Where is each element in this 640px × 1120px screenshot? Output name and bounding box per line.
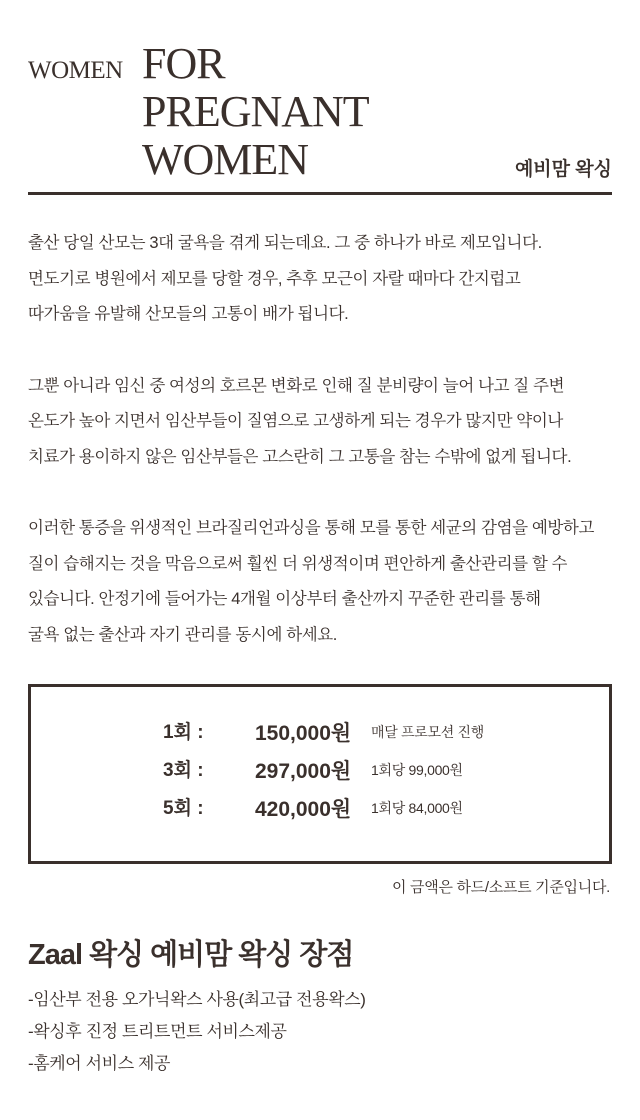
benefits-list: [28, 984, 366, 1080]
intro-text: [28, 226, 628, 689]
text-line: 있습니다. 안정기에 들어가는 4개월 이상부터 출산까지 꾸준한 관리를 통해: [28, 590, 541, 608]
list-item: -홈케어 서비스 제공: [28, 1054, 171, 1073]
text-line: 출산 당일 산모는 3대 굴욕을 겪게 되는데요. 그 중 하나가 바로 제모입니다.: [28, 234, 542, 252]
benefits-heading: Zaal 왁싱 예비맘 왁싱 장점: [28, 939, 354, 971]
header: [28, 40, 612, 196]
text-line: 질이 습해지는 것을 막음으로써 훨씬 더 위생적이며 편안하게 출산관리를 할 수: [28, 554, 568, 573]
header-divider: [28, 192, 612, 195]
session-count: 1회 :: [163, 722, 204, 743]
text-line: 이러한 통증을 위생적인 브라질리언과싱을 통해 모를 통한 세균의 감염을 예방하고: [28, 519, 594, 537]
session-count: 3회 :: [163, 760, 204, 781]
price-row: [31, 755, 609, 789]
price-amount: 297,000원: [255, 760, 352, 783]
price-note: 1회당 99,000원: [371, 762, 463, 778]
title-line: WOMEN: [142, 135, 309, 184]
text-line: 치료가 용이하지 않은 임산부들은 고스란히 그 고통을 참는 수밖에 없게 됩니다.: [28, 447, 572, 466]
price-row: [31, 793, 609, 827]
women-label: WOMEN: [28, 57, 123, 84]
title-line: FOR: [142, 39, 225, 88]
paragraph: [28, 511, 628, 653]
price-table: [28, 684, 612, 864]
price-note: 매달 프로모션 진행: [371, 724, 484, 740]
list-item: -임산부 전용 오가닉왁스 사용(최고급 전용왁스): [28, 990, 366, 1009]
page-title: [142, 40, 369, 184]
page-subtitle: 예비맘 왁싱: [514, 159, 612, 180]
paragraph: [28, 369, 628, 476]
session-count: 5회 :: [163, 798, 204, 819]
text-line: 따가움을 유발해 산모들의 고통이 배가 됩니다.: [28, 305, 349, 323]
text-line: 굴욕 없는 출산과 자기 관리를 동시에 하세요.: [28, 625, 337, 644]
price-note: 1회당 84,000원: [371, 800, 463, 816]
title-line: PREGNANT: [142, 87, 369, 136]
paragraph: [28, 226, 628, 333]
text-line: 온도가 높아 지면서 임산부들이 질염으로 고생하게 되는 경우가 많지만 약이나: [28, 412, 563, 430]
price-footnote: 이 금액은 하드/소프트 기준입니다.: [392, 879, 610, 896]
price-row: [31, 717, 609, 751]
list-item: -왁싱후 진정 트리트먼트 서비스제공: [28, 1022, 287, 1041]
price-amount: 150,000원: [255, 722, 352, 745]
text-line: 면도기로 병원에서 제모를 당할 경우, 추후 모근이 자랄 때마다 간지럽고: [28, 269, 521, 288]
price-amount: 420,000원: [255, 798, 352, 821]
text-line: 그뿐 아니라 임신 중 여성의 호르몬 변화로 인해 질 분비량이 늘어 나고 질 주변: [28, 376, 565, 395]
